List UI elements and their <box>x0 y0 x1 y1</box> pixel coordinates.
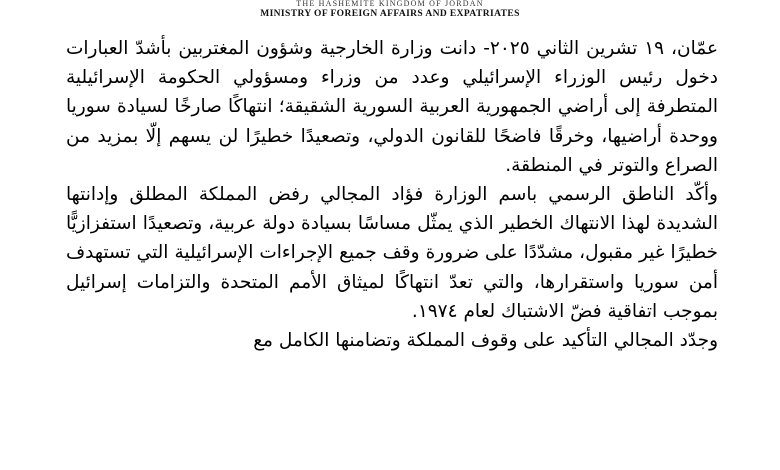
paragraph-1: عمّان، ١٩ تشرين الثاني ٢٠٢٥- دانت وزارة الخارجية وشؤون المغتربين بأشدّ العبارات دخول رئيس الوزراء الإسرائيلي وعدد من وزراء ومسؤولي الحكومة الإسرائيلية المتطرفة إلى أراضي الجمهورية العربية السورية الشقيقة؛ انتهاكًا صارخًا لسيادة سوريا ووحدة أراضيها، وخرقًا فاضحًا للقانون الدولي، وتصعيدًا خطيرًا لن يسهم إلّا بمزيد من الصراع والتوتر في المنطقة. <box>66 38 718 176</box>
ministry-name: MINISTRY OF FOREIGN AFFAIRS AND EXPATRIATES <box>260 9 520 19</box>
statement-body <box>66 34 718 470</box>
letterhead <box>0 0 780 30</box>
paragraph-2: وأكّد الناطق الرسمي باسم الوزارة فؤاد المجالي رفض المملكة المطلق وإدانتها الشديدة لهذا الانتهاك الخطير الذي يمثّل مساسًا بسيادة دولة عربية، وتصعيدًا استفزازيًّا خطيرًا غير مقبول، مشدّدًا على ضرورة وقف جميع الإجراءات الإسرائيلية التي تستهدف أمن سوريا واستقرارها، والتي تعدّ انتهاكًا لميثاق الأمم المتحدة والتزامات إسرائيل بموجب اتفاقية فضّ الاشتباك لعام ١٩٧٤. <box>66 184 718 322</box>
kingdom-name: THE HASHEMITE KINGDOM OF JORDAN <box>296 0 484 8</box>
paragraph-3: وجدّد المجالي التأكيد على وقوف المملكة وتضامنها الكامل مع <box>253 330 718 352</box>
